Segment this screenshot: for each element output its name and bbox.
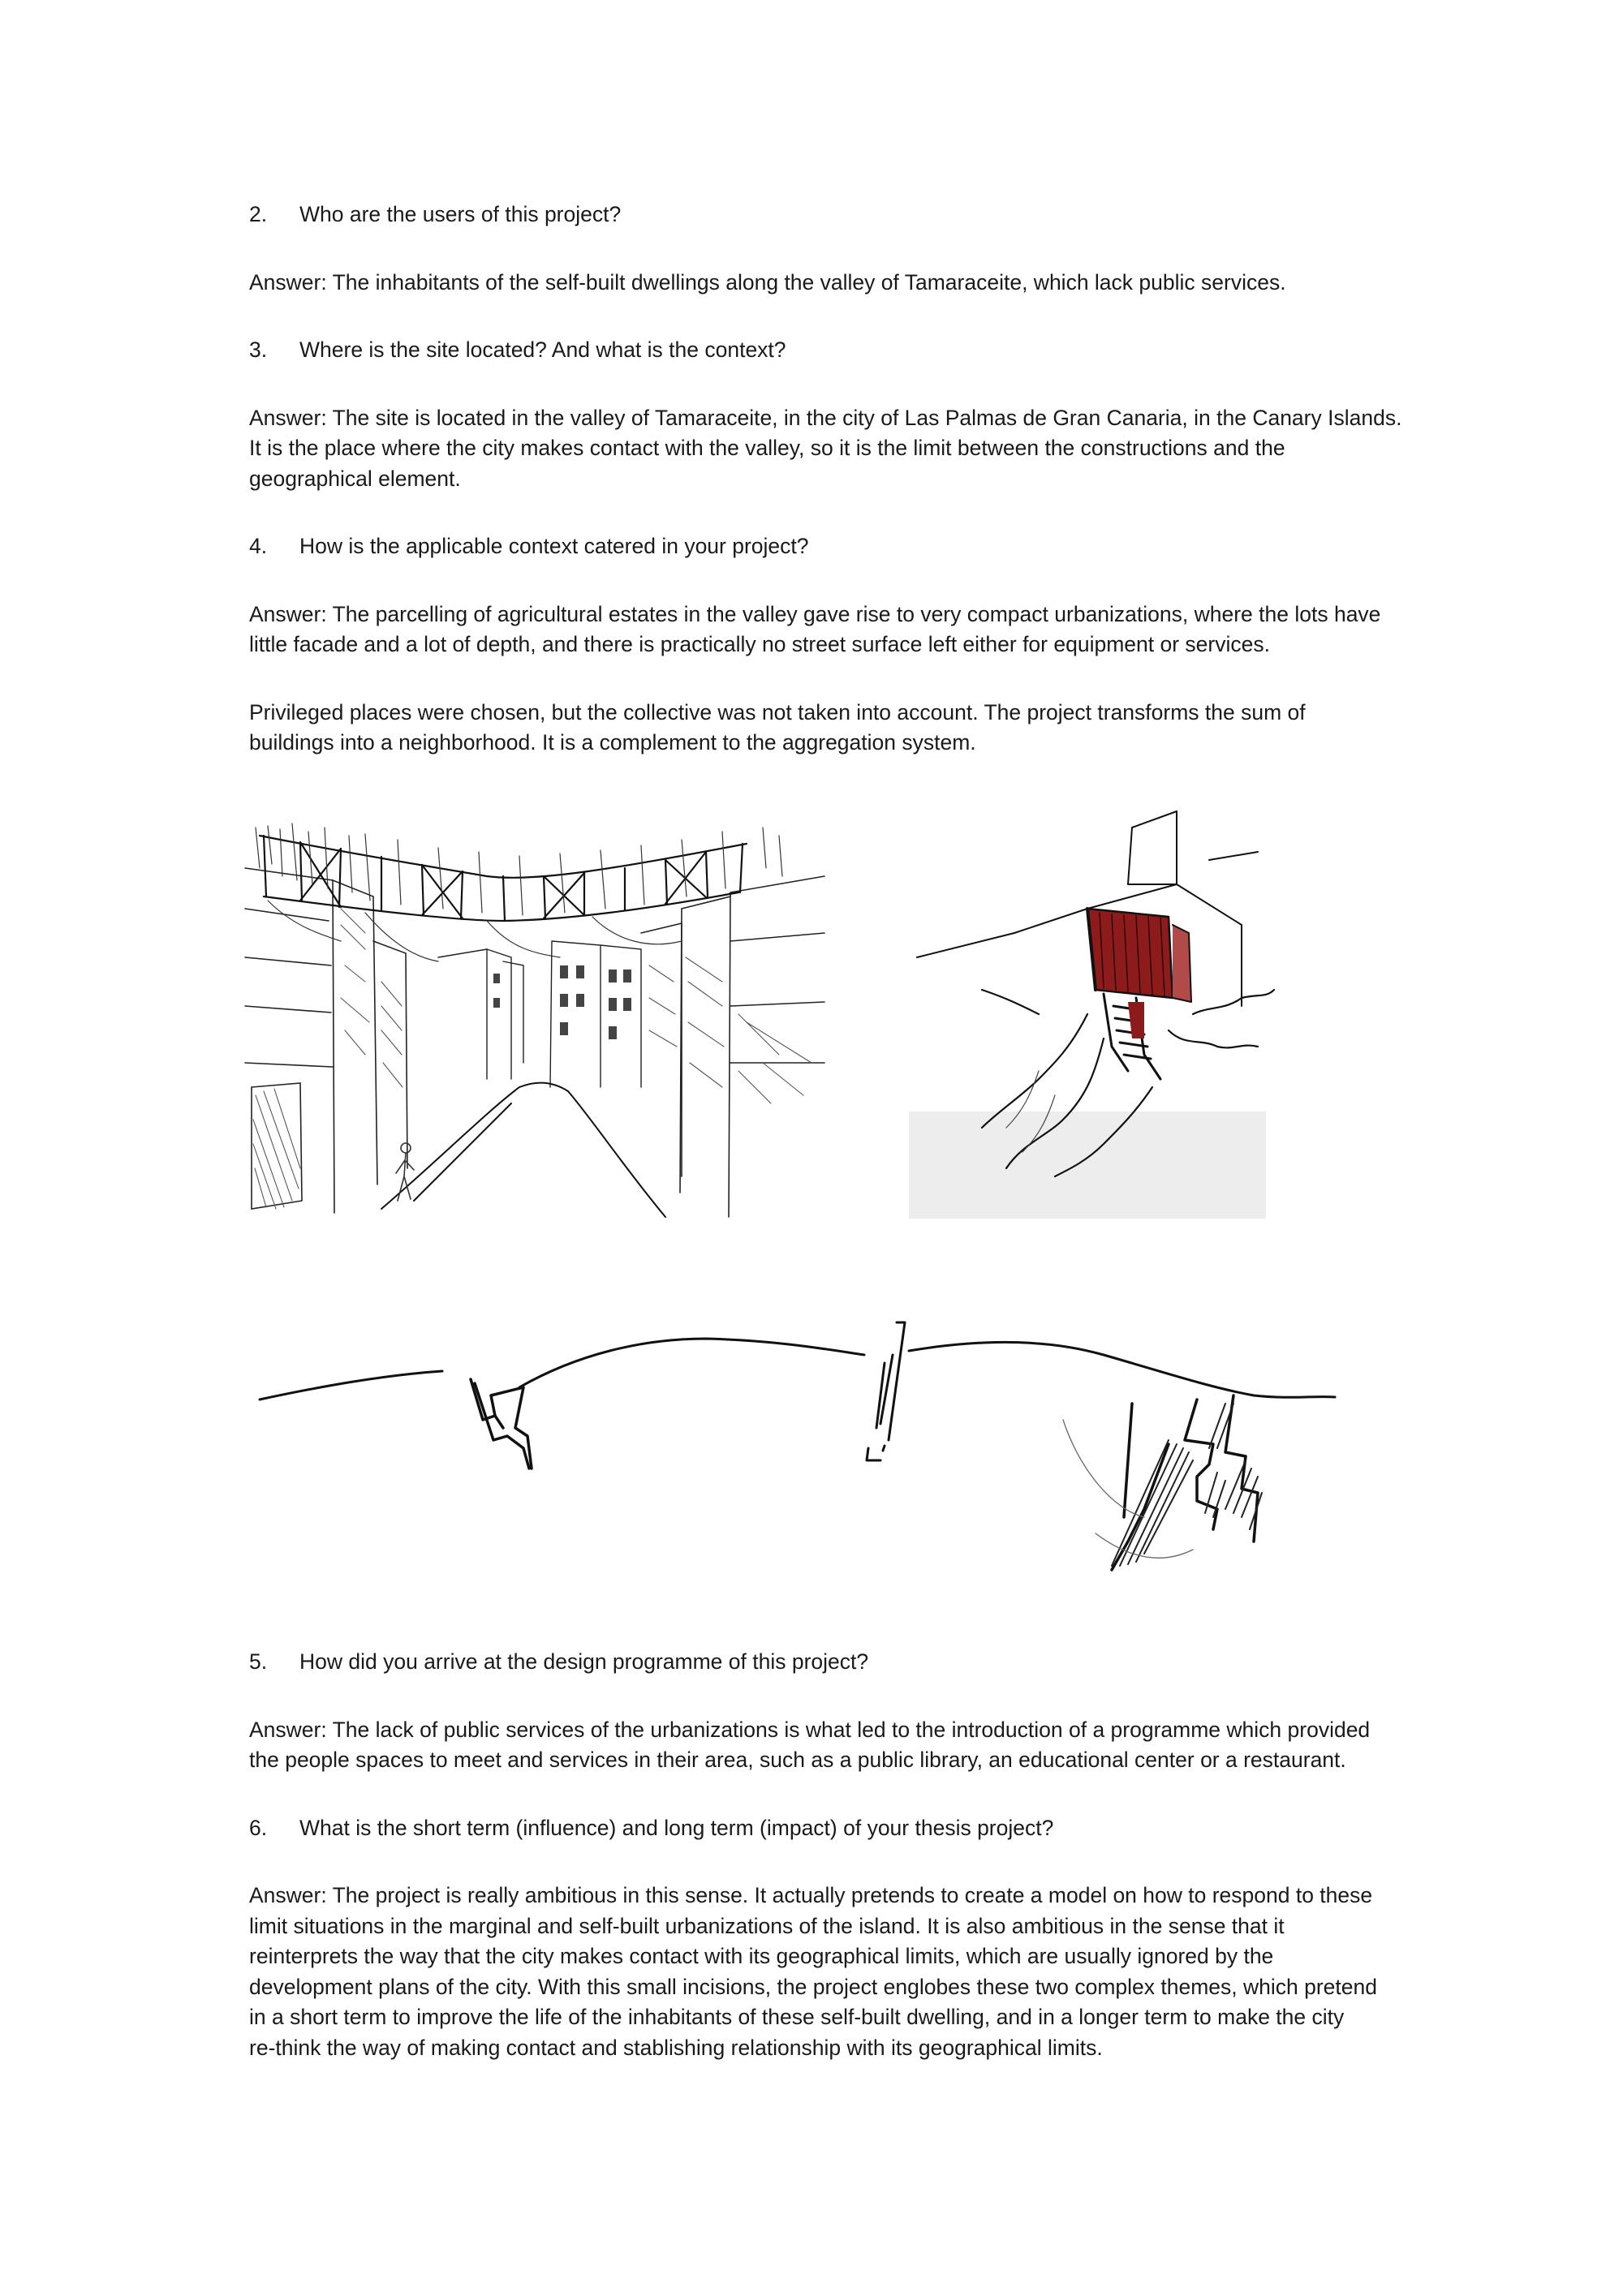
answer-line: Privileged places were chosen, but the collective was not taken into account. The project transforms the sum of — [249, 699, 1306, 724]
answer-paragraph — [249, 1881, 1450, 2063]
answer-paragraph — [249, 1715, 1450, 1776]
question-number: 3. — [249, 338, 268, 362]
answer-line: Answer: The parcelling of agricultural estates in the valley gave rise to very compact urbanizations, where the lots have — [249, 601, 1381, 626]
question-heading — [249, 1647, 1450, 1678]
question-number: 6. — [249, 1815, 268, 1840]
top-text-block — [249, 200, 1450, 796]
question-text: How did you arrive at the design programme of this project? — [299, 1649, 869, 1674]
valley-red-structure-sketch — [901, 803, 1282, 1225]
answer-line: limit situations in the marginal and self-built urbanizations of the island. It is also ambitious in the sense that it — [249, 1913, 1285, 1938]
question-heading — [249, 1813, 1450, 1844]
answer-line: reinterprets the way that the city makes contact with its geographical limits, which are usually ignored by the — [249, 1944, 1274, 1968]
question-number: 4. — [249, 534, 268, 558]
question-text: What is the short term (influence) and long term (impact) of your thesis project? — [299, 1815, 1054, 1840]
answer-line: buildings into a neighborhood. It is a complement to the aggregation system. — [249, 730, 976, 755]
answer-line: Answer: The inhabitants of the self-built dwellings along the valley of Tamaraceite, which lack public services. — [249, 269, 1286, 295]
answer-line: Answer: The lack of public services of the urbanizations is what led to the introduction of a programme which provided — [249, 1717, 1371, 1742]
answer-line: development plans of the city. With this small incisions, the project englobes these two complex themes, which pretend — [249, 1974, 1377, 1999]
answer-line: It is the place where the city makes contact with the valley, so it is the limit between the constructions and the — [249, 436, 1285, 460]
answer-paragraph — [249, 600, 1450, 660]
question-text: How is the applicable context catered in your project? — [299, 534, 809, 558]
question-heading — [249, 335, 1450, 366]
answer-paragraph — [249, 268, 1450, 299]
question-text: Who are the users of this project? — [299, 202, 622, 226]
terrain-section-sketch — [252, 1306, 1347, 1590]
answer-line: re-think the way of making contact and stablishing relationship with its geographical limits. — [249, 2035, 1103, 2060]
answer-paragraph — [249, 698, 1450, 759]
answer-line: geographical element. — [249, 466, 461, 491]
question-text: Where is the site located? And what is the context? — [299, 338, 786, 362]
answer-line: the people spaces to meet and services in their area, such as a public library, an educational center or a restaurant. — [249, 1748, 1346, 1772]
question-number: 5. — [249, 1649, 268, 1674]
answer-paragraph — [249, 403, 1450, 495]
answer-line: in a short term to improve the life of the inhabitants of these self-built dwelling, and in a longer term to make the city — [249, 2005, 1345, 2029]
street-perspective-sketch — [243, 819, 826, 1225]
answer-line: Answer: The site is located in the valley of Tamaraceite, in the city of Las Palmas de Gran Canaria, in the Canary Islands. — [249, 405, 1402, 430]
question-heading — [249, 531, 1450, 562]
answer-line: little facade and a lot of depth, and there is practically no street surface left either for equipment or services. — [249, 632, 1270, 656]
answer-line: Answer: The project is really ambitious in this sense. It actually pretends to create a model on how to respond to these — [249, 1883, 1373, 1907]
question-heading — [249, 200, 1450, 230]
question-number: 2. — [249, 202, 268, 226]
bottom-text-block — [249, 1647, 1450, 2100]
